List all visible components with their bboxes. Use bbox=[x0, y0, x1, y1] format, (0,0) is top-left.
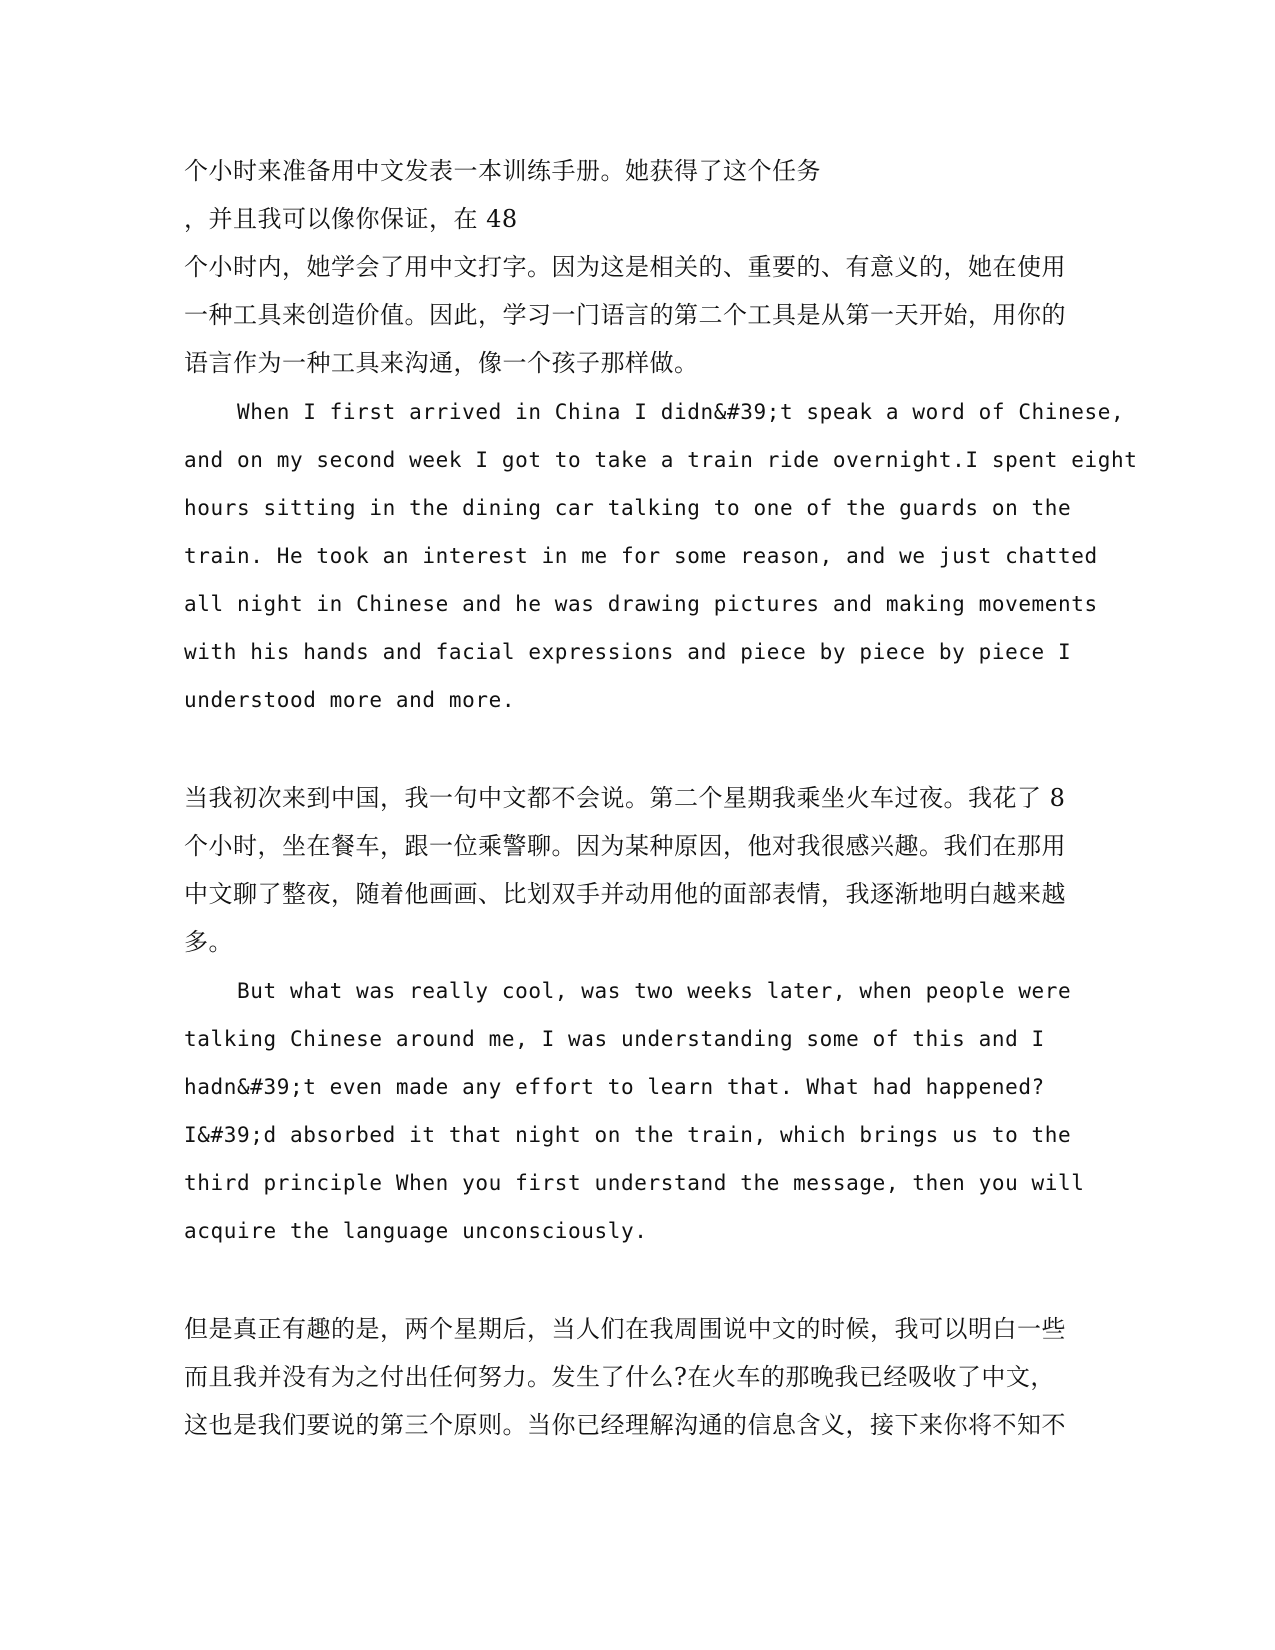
text-line: I&#39;d absorbed it that night on the train, which brings us to the bbox=[184, 1123, 1072, 1147]
text-line: 个小时，坐在餐车，跟一位乘警聊。因为某种原因，他对我很感兴趣。我们在那用 bbox=[184, 832, 1066, 860]
text-line: 语言作为一种工具来沟通，像一个孩子那样做。 bbox=[184, 349, 699, 377]
text-line: 多。 bbox=[184, 928, 233, 956]
text-line: hours sitting in the dining car talking to one of the guards on the bbox=[184, 496, 1072, 520]
text-line: 这也是我们要说的第三个原则。当你已经理解沟通的信息含义，接下来你将不知不 bbox=[184, 1411, 1066, 1439]
text-line: all night in Chinese and he was drawing pictures and making movements bbox=[184, 592, 1098, 616]
text-line: When I first arrived in China I didn&#39;t speak a word of Chinese, bbox=[184, 400, 1125, 424]
text-line: third principle When you first understand the message, then you will bbox=[184, 1171, 1085, 1195]
text-line: ，并且我可以像你保证，在 48 bbox=[184, 205, 518, 233]
text-line: with his hands and facial expressions and piece by piece by piece I bbox=[184, 640, 1072, 664]
text-line: But what was really cool, was two weeks later, when people were bbox=[184, 979, 1072, 1003]
text-line: 一种工具来创造价值。因此，学习一门语言的第二个工具是从第一天开始，用你的 bbox=[184, 301, 1066, 329]
text-line: understood more and more. bbox=[184, 688, 516, 712]
text-line: 但是真正有趣的是，两个星期后，当人们在我周围说中文的时候，我可以明白一些 bbox=[184, 1315, 1066, 1343]
text-line: 个小时来准备用中文发表一本训练手册。她获得了这个任务 bbox=[184, 157, 821, 185]
text-line: talking Chinese around me, I was understanding some of this and I bbox=[184, 1027, 1045, 1051]
text-line: hadn&#39;t even made any effort to learn that. What had happened? bbox=[184, 1075, 1045, 1099]
text-line: 个小时内，她学会了用中文打字。因为这是相关的、重要的、有意义的，她在使用 bbox=[184, 253, 1066, 281]
text-line: 当我初次来到中国，我一句中文都不会说。第二个星期我乘坐火车过夜。我花了 8 bbox=[184, 784, 1066, 812]
text-line: acquire the language unconsciously. bbox=[184, 1219, 648, 1243]
text-line: and on my second week I got to take a train ride overnight.I spent eight bbox=[184, 448, 1138, 472]
text-line: train. He took an interest in me for some reason, and we just chatted bbox=[184, 544, 1098, 568]
text-line: 中文聊了整夜，随着他画画、比划双手并动用他的面部表情，我逐渐地明白越来越 bbox=[184, 880, 1066, 908]
text-line: 而且我并没有为之付出任何努力。发生了什么?在火车的那晚我已经吸收了中文， bbox=[184, 1363, 1055, 1391]
